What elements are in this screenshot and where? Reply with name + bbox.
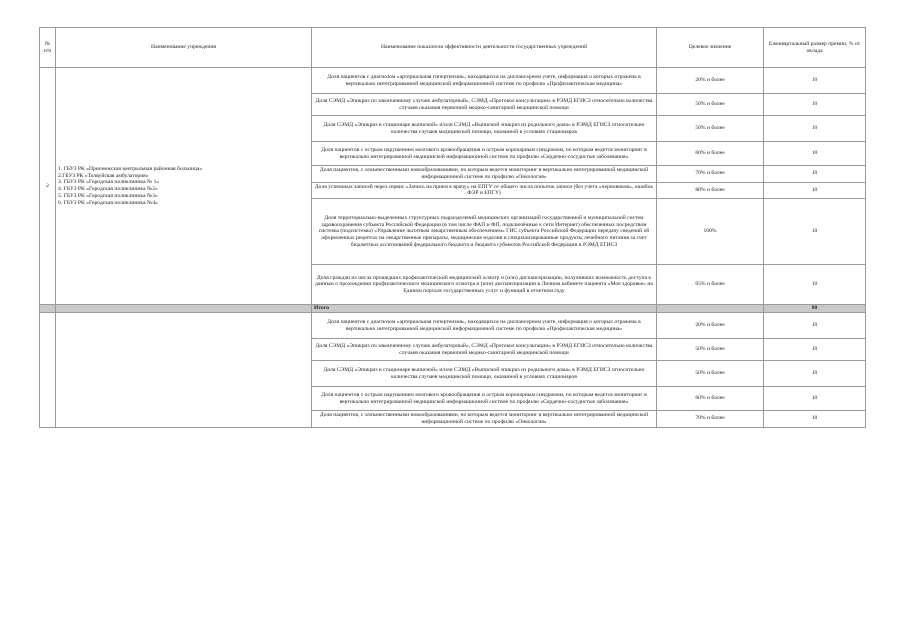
target-cell: 60% и более <box>657 142 764 166</box>
indicator-cell: Доля пациентов с диагнозом «артериальная гипертензия», находящихся на диспансерном учете, информация о которых отражена в вертикально интегрированной медицинской информационной системе по профилю «Профилактическая медицина» <box>312 313 657 339</box>
bonus-cell: 10 <box>764 361 866 387</box>
indicator-cell: Доля пациентов с острым нарушением мозгового кровообращения и острым коронарным синдромом, по которым ведется мониторинг в вертикально интегрированной медицинской информационной системе по профилю «Сердечно-сосудистые заболевания» <box>312 142 657 166</box>
header-bonus: Ежеквартальный размер премии, % от оклада <box>764 28 866 68</box>
institution-list-empty <box>56 313 312 428</box>
header-indicator: Наименование показателя эффективности деятельности государственных учреждений <box>312 28 657 68</box>
target-cell: 80% и более <box>657 182 764 199</box>
bonus-cell: 10 <box>764 265 866 305</box>
bonus-cell: 10 <box>764 182 866 199</box>
header-num: № п/п <box>40 28 56 68</box>
indicator-cell: Доля пациентов с острым нарушением мозгового кровообращения и острым коронарным синдромом, по которым ведется мониторинг в вертикально интегрированной медицинской информационной системе по профилю «Сердечно-сосудистые заболевания» <box>312 387 657 411</box>
bonus-cell: 10 <box>764 387 866 411</box>
target-cell: 50% и более <box>657 361 764 387</box>
bonus-cell: 10 <box>764 166 866 183</box>
total-spacer <box>40 305 56 313</box>
table-row <box>40 313 866 339</box>
bonus-cell: 10 <box>764 142 866 166</box>
bonus-cell: 10 <box>764 94 866 116</box>
bonus-cell: 10 <box>764 339 866 361</box>
bonus-cell: 10 <box>764 411 866 428</box>
total-label: Итого <box>312 305 657 313</box>
indicator-cell: Доля территориально-выделенных структурных подразделений медицинских организаций государственной и муниципальной систем здравоохранения субъекта Российской Федерации (в том числе ФАП и ФП, подключённые к сети Интернет) обеспеченных посредством системы (подсистемы) «Управление льготным лекарственным обеспечением» ГИС субъекта Российской Федерации передачу сведений об оформленных рецептах на лекарственные препараты, медицинские изделия и специализированные продукты лечебного питания за счет бюджетных ассигнований федерального бюджета и бюджета субъектов Российской Федерации в РЭМД ЕГИСЗ <box>312 199 657 265</box>
target-cell: 50% и более <box>657 94 764 116</box>
indicator-cell: Доля СЭМД «Эпикриз по законченному случаю амбулаторный», СЭМД «Протокол консультации» в РЭМД ЕГИСЗ относительно количества случаев оказания первичной медико-санитарной медицинской помощи <box>312 94 657 116</box>
bonus-cell: 10 <box>764 313 866 339</box>
total-spacer <box>56 305 312 313</box>
target-cell: 50% и более <box>657 339 764 361</box>
indicator-cell: Доля пациентов, с злокачественными новообразованиями, по которым ведется мониторинг в вертикально интегрированной медицинской информационной системе по профилю «Онкология» <box>312 411 657 428</box>
table-body <box>40 68 866 428</box>
indicator-cell: Доля пациентов с диагнозом «артериальная гипертензия», находящихся на диспансерном учете, информация о которых отражена в вертикально интегрированной медицинской информационной системе по профилю «Профилактическая медицина» <box>312 68 657 94</box>
target-cell: 50% и более <box>657 116 764 142</box>
total-spacer <box>657 305 764 313</box>
target-cell: 20% и более <box>657 68 764 94</box>
bonus-cell: 10 <box>764 68 866 94</box>
bonus-cell: 10 <box>764 199 866 265</box>
bonus-cell: 10 <box>764 116 866 142</box>
row-number: 2 <box>40 68 56 305</box>
target-cell: 60% и более <box>657 387 764 411</box>
indicator-cell: Доля СЭМД «Эпикриз по законченному случаю амбулаторный», СЭМД «Протокол консультации» в РЭМД ЕГИСЗ относительно количества случаев оказания первичной медико-санитарной медицинской помощи <box>312 339 657 361</box>
total-value: 80 <box>764 305 866 313</box>
indicator-cell: Доля пациентов, с злокачественными новообразованиями, по которым ведется мониторинг в вертикально интегрированной медицинской информационной системе по профилю «Онкология» <box>312 166 657 183</box>
target-cell: 100% <box>657 199 764 265</box>
row-number-empty <box>40 313 56 428</box>
header-institution: Наименование учреждения <box>56 28 312 68</box>
indicator-cell: Доля СЭМД «Эпикриз в стационаре выписной» и/или СЭМД «Выписной эпикриз из родильного дома» в РЭМД ЕГИСЗ относительно количества случаев медицинской помощи, оказанной в условиях стационаров <box>312 116 657 142</box>
efficiency-indicators-table <box>39 27 866 428</box>
target-cell: 70% и более <box>657 166 764 183</box>
indicator-cell: Доля успешных записей через сервис «Запись на прием к врачу» на ЕПГУ от общего числа попыток записи (без учета «черновиков», ошибок ФЭР и ЕПГУ) <box>312 182 657 199</box>
table-header-row <box>40 28 866 68</box>
target-cell: 20% и более <box>657 313 764 339</box>
institution-list: 1. ГБУЗ РК «Прионежская центральная районная больница» 2.ГБУЗ РК «Толвуйская амбулатория» 3. ГБУЗ РК «Городская поликлиника № 1» 4. ГБУЗ РК «Городская поликлиника №2» 5. ГБУЗ РК «Городская поликлиника №3» 6. ГБУЗ РК «Городская поликлиника №4» <box>56 68 312 305</box>
indicator-cell: Доля граждан из числа прошедших профилактический медицинский осмотр и (или) диспансеризацию, получивших возможность доступа к данным о прохождении профилактического медицинского осмотра и (или) диспансеризации в Личном кабинете пациента «Мое здоровье» на Едином портале государственных услуг и функций в отчетном году <box>312 265 657 305</box>
table-row <box>40 68 866 94</box>
total-row <box>40 305 866 313</box>
indicator-cell: Доля СЭМД «Эпикриз в стационаре выписной» и/или СЭМД «Выписной эпикриз из родильного дома» в РЭМД ЕГИСЗ относительно количества случаев медицинской помощи, оказанной в условиях стационаров <box>312 361 657 387</box>
header-target: Целевое значение <box>657 28 764 68</box>
target-cell: 65% и более <box>657 265 764 305</box>
target-cell: 70% и более <box>657 411 764 428</box>
